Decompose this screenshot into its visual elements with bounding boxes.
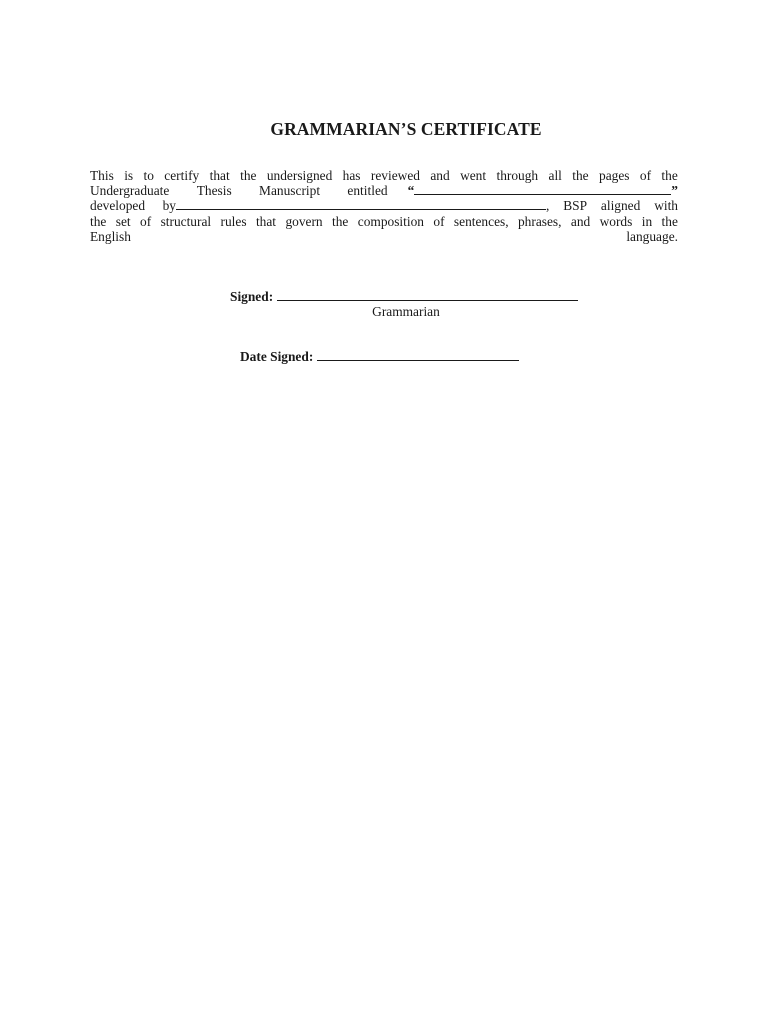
body-line-4-word: structural	[160, 213, 212, 229]
date-label: Date Signed:	[240, 349, 314, 364]
body-line-1-word: the	[661, 168, 678, 183]
page-title: GRAMMARIAN’S CERTIFICATE	[270, 119, 542, 139]
body-line-1-word: has	[342, 168, 361, 183]
body-line-3	[90, 198, 678, 213]
body-line-4-word: phrases,	[517, 213, 562, 229]
body-line-1-word: to	[143, 168, 154, 183]
body-line-3-words	[90, 198, 176, 213]
body-line-4-word: of	[140, 213, 152, 229]
body-line-5-word: language.	[626, 228, 678, 244]
body-line-1-word: the	[240, 168, 257, 183]
body-line-4-word: the	[90, 213, 107, 229]
signature-line	[230, 289, 578, 304]
developer-name-blank[interactable]	[176, 198, 546, 210]
body-line-4-word: composition	[357, 213, 424, 229]
body-line-4-word: rules	[220, 213, 247, 229]
body-line-3-suffix-word: ,	[546, 198, 550, 214]
body-line-1-word: is	[124, 168, 134, 183]
body-line-4	[90, 214, 678, 229]
signature-blank[interactable]	[277, 289, 578, 301]
body-line-3-suffix-word: with	[654, 198, 678, 214]
date-block	[240, 349, 519, 364]
body-line-1-word: of	[639, 168, 652, 183]
body-line-2-words	[90, 183, 388, 198]
open-quote: “	[407, 183, 415, 199]
body-line-1-word: undersigned	[266, 168, 333, 183]
body-line-4-word: set	[115, 213, 131, 229]
body-line-1-word: reviewed	[370, 168, 420, 183]
date-blank[interactable]	[317, 349, 519, 361]
body-line-1-word: all	[548, 168, 562, 183]
body-line-1-word: and	[430, 168, 450, 183]
body-line-3-suffix	[546, 198, 678, 213]
body-line-4-word: and	[570, 213, 591, 229]
signature-caption: Grammarian	[372, 304, 440, 319]
body-line-4-word: the	[661, 213, 678, 229]
close-quote: ”	[671, 183, 678, 199]
body-line-4-word: sentences,	[453, 213, 509, 229]
body-line-5-word: English	[90, 228, 131, 244]
body-line-4-word: the	[332, 213, 349, 229]
body-line-2-words-word: Undergraduate	[90, 183, 170, 199]
body-line-2-words-word: entitled	[347, 183, 388, 199]
body-line-2-words-word: Thesis	[196, 183, 232, 199]
thesis-title-field[interactable]	[408, 183, 678, 198]
signature-block	[230, 289, 578, 304]
body-line-3-words-word: by	[162, 198, 176, 214]
body-line-1-word: This	[90, 168, 114, 183]
body-line-4-word: that	[255, 213, 277, 229]
certificate-body	[90, 168, 678, 244]
body-line-4-word: of	[433, 213, 445, 229]
body-line-3-suffix-word: BSP	[563, 198, 588, 214]
body-line-1-word: certify	[164, 168, 200, 183]
body-line-5	[90, 229, 678, 244]
body-line-2	[90, 183, 678, 198]
body-line-4-word: words	[599, 213, 633, 229]
body-line-4-word: in	[641, 213, 653, 229]
body-line-1	[90, 168, 678, 183]
body-line-1-word: pages	[599, 168, 630, 183]
body-line-2-words-word: Manuscript	[259, 183, 321, 199]
body-line-1-word: the	[572, 168, 589, 183]
body-line-1-word: that	[209, 168, 230, 183]
body-line-3-words-word: developed	[90, 198, 146, 214]
body-line-1-word: through	[496, 168, 539, 183]
body-line-3-suffix-word: aligned	[600, 198, 641, 214]
body-line-4-word: govern	[285, 213, 323, 229]
signature-label: Signed:	[230, 289, 274, 304]
body-line-1-word: went	[460, 168, 487, 183]
thesis-title-blank[interactable]	[414, 183, 671, 195]
